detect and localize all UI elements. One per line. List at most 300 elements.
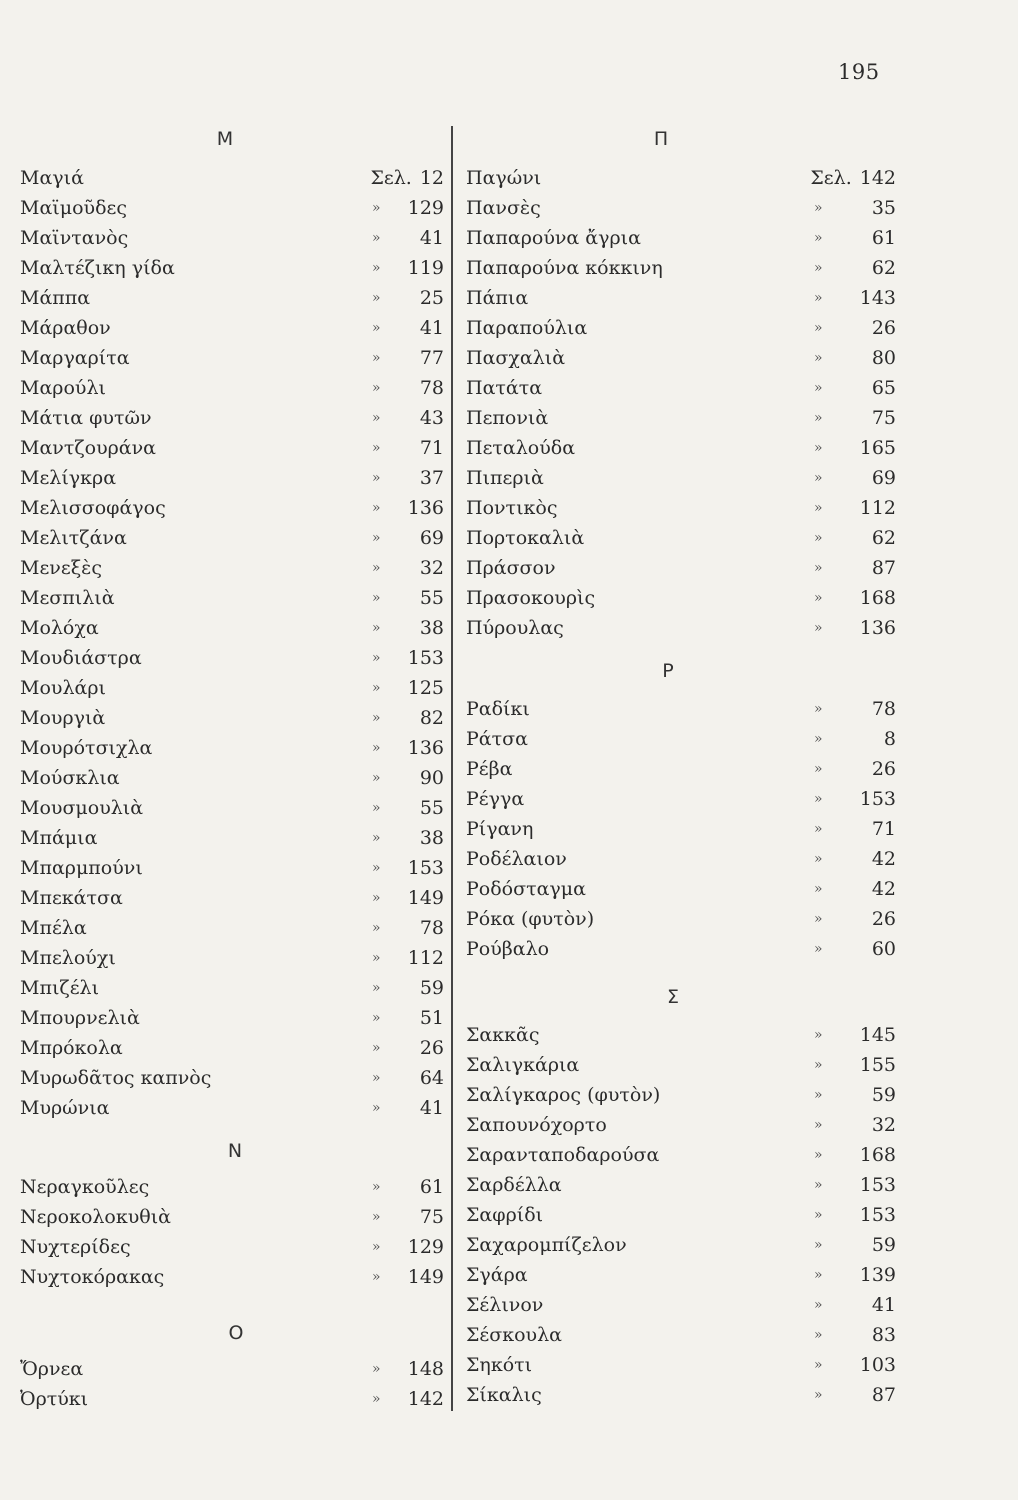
index-entry bbox=[20, 1033, 444, 1063]
entry-page-number bbox=[420, 223, 444, 253]
entry-page-number bbox=[860, 1170, 896, 1200]
index-entry bbox=[466, 934, 896, 964]
entry-name: Μελιτζάνα bbox=[20, 527, 127, 549]
page-prefix: Σελ. bbox=[370, 167, 412, 189]
page-value: 69 bbox=[871, 467, 896, 489]
entry-name: Πιπεριὰ bbox=[466, 467, 544, 489]
entry-page-number bbox=[420, 1093, 444, 1123]
entry-page-number bbox=[408, 673, 444, 703]
page-value: 143 bbox=[859, 287, 896, 309]
ditto-mark: » bbox=[814, 1087, 823, 1103]
entry-page-number bbox=[872, 193, 896, 223]
index-entry bbox=[466, 613, 896, 643]
index-entry bbox=[20, 853, 444, 883]
page-value: 64 bbox=[419, 1067, 444, 1089]
page-value: 71 bbox=[419, 437, 444, 459]
page-value: 119 bbox=[407, 257, 444, 279]
entry-name: Σαφρίδι bbox=[466, 1204, 544, 1226]
page-value: 139 bbox=[859, 1264, 896, 1286]
index-entry bbox=[20, 1063, 444, 1093]
page-value: 75 bbox=[419, 1206, 444, 1228]
index-entry bbox=[20, 433, 444, 463]
ditto-mark: » bbox=[814, 500, 823, 516]
index-entry bbox=[466, 523, 896, 553]
page-value: 8 bbox=[883, 728, 896, 750]
index-entry bbox=[466, 463, 896, 493]
entry-name: Μπιζέλι bbox=[20, 977, 100, 999]
page-value: 112 bbox=[859, 497, 896, 519]
section-letter: N bbox=[227, 1140, 243, 1162]
ditto-mark: » bbox=[372, 860, 381, 876]
ditto-mark: » bbox=[372, 1010, 381, 1026]
index-entry bbox=[20, 733, 444, 763]
index-entry bbox=[466, 1230, 896, 1260]
ditto-mark: » bbox=[372, 890, 381, 906]
entry-name: Μελισσοφάγος bbox=[20, 497, 166, 519]
entry-page-number bbox=[872, 523, 896, 553]
ditto-mark: » bbox=[372, 1209, 381, 1225]
entry-page-number bbox=[872, 1380, 896, 1410]
page-value: 142 bbox=[859, 167, 896, 189]
entry-name: Ρέγγα bbox=[466, 788, 525, 810]
index-entry bbox=[466, 283, 896, 313]
page-value: 165 bbox=[859, 437, 896, 459]
ditto-mark: » bbox=[372, 920, 381, 936]
entry-page-number bbox=[408, 883, 444, 913]
index-entry bbox=[20, 793, 444, 823]
index-entry bbox=[466, 343, 896, 373]
entry-name: Μουσμουλιὰ bbox=[20, 797, 144, 819]
page-value: 61 bbox=[419, 1176, 444, 1198]
index-entry bbox=[20, 1354, 444, 1384]
entry-name: Μάππα bbox=[20, 287, 91, 309]
ditto-mark: » bbox=[814, 1027, 823, 1043]
ditto-mark: » bbox=[814, 440, 823, 456]
index-entry bbox=[20, 403, 444, 433]
page-value: 51 bbox=[419, 1007, 444, 1029]
index-entry bbox=[466, 724, 896, 754]
entry-page-number bbox=[860, 1200, 896, 1230]
entry-name: Μπουρνελιὰ bbox=[20, 1007, 140, 1029]
page-value: 12 bbox=[419, 167, 444, 189]
page-value: 82 bbox=[419, 707, 444, 729]
ditto-mark: » bbox=[372, 1361, 381, 1377]
entry-page-number bbox=[860, 1050, 896, 1080]
entry-page-number bbox=[860, 1020, 896, 1050]
ditto-mark: » bbox=[372, 1391, 381, 1407]
page-value: 153 bbox=[407, 647, 444, 669]
ditto-mark: » bbox=[814, 791, 823, 807]
page-value: 32 bbox=[871, 1114, 896, 1136]
entry-name: Μελίγκρα bbox=[20, 467, 117, 489]
index-entry bbox=[466, 1350, 896, 1380]
page-value: 87 bbox=[871, 557, 896, 579]
page-value: 83 bbox=[871, 1324, 896, 1346]
page-value: 26 bbox=[871, 908, 896, 930]
index-entry bbox=[466, 553, 896, 583]
entry-name: Ροδέλαιον bbox=[466, 848, 567, 870]
index-entry bbox=[20, 373, 444, 403]
entry-page-number bbox=[872, 1080, 896, 1110]
entry-page-number bbox=[872, 844, 896, 874]
ditto-mark: » bbox=[814, 821, 823, 837]
index-entry bbox=[20, 913, 444, 943]
index-entry bbox=[466, 754, 896, 784]
ditto-mark: » bbox=[372, 650, 381, 666]
ditto-mark: » bbox=[814, 410, 823, 426]
page-value: 129 bbox=[407, 1236, 444, 1258]
ditto-mark: » bbox=[372, 980, 381, 996]
entry-name: Μαλτέζικη γίδα bbox=[20, 257, 175, 279]
section-letter: O bbox=[228, 1322, 244, 1344]
page-value: 78 bbox=[871, 698, 896, 720]
entry-name: Σαρδέλλα bbox=[466, 1174, 562, 1196]
ditto-mark: » bbox=[372, 500, 381, 516]
index-entry bbox=[466, 844, 896, 874]
page-value: 55 bbox=[419, 587, 444, 609]
page-value: 75 bbox=[871, 407, 896, 429]
entry-name: Σέλινον bbox=[466, 1294, 544, 1316]
entry-page-number bbox=[860, 613, 896, 643]
index-entry bbox=[466, 1080, 896, 1110]
entry-name: Παγώνι bbox=[466, 167, 542, 189]
index-entry bbox=[20, 193, 444, 223]
page-prefix: Σελ. bbox=[810, 167, 852, 189]
page-value: 78 bbox=[419, 917, 444, 939]
index-entry bbox=[466, 904, 896, 934]
section-letter: Σ bbox=[666, 986, 679, 1008]
ditto-mark: » bbox=[372, 200, 381, 216]
ditto-mark: » bbox=[814, 560, 823, 576]
index-entry bbox=[20, 1172, 444, 1202]
ditto-mark: » bbox=[814, 731, 823, 747]
entry-page-number bbox=[420, 403, 444, 433]
index-entry bbox=[466, 814, 896, 844]
ditto-mark: » bbox=[372, 620, 381, 636]
index-entry bbox=[20, 643, 444, 673]
ditto-mark: » bbox=[814, 1057, 823, 1073]
ditto-mark: » bbox=[814, 761, 823, 777]
ditto-mark: » bbox=[814, 1237, 823, 1253]
entry-name: Πανσὲς bbox=[466, 197, 541, 219]
entry-page-number bbox=[420, 523, 444, 553]
page-value: 112 bbox=[407, 947, 444, 969]
page-value: 125 bbox=[407, 677, 444, 699]
entry-name: Μουδιάστρα bbox=[20, 647, 142, 669]
entry-page-number bbox=[420, 553, 444, 583]
page-value: 153 bbox=[859, 1204, 896, 1226]
section-letter: Π bbox=[653, 128, 669, 150]
page-value: 43 bbox=[419, 407, 444, 429]
page-value: 42 bbox=[871, 878, 896, 900]
ditto-mark: » bbox=[814, 230, 823, 246]
entry-name: Μουργιὰ bbox=[20, 707, 106, 729]
entry-page-number bbox=[884, 724, 896, 754]
entry-name: Σαρανταποδαρούσα bbox=[466, 1144, 660, 1166]
index-entry bbox=[20, 1202, 444, 1232]
page-value: 26 bbox=[871, 317, 896, 339]
section-letter: M bbox=[216, 128, 234, 150]
entry-page-number bbox=[420, 373, 444, 403]
entry-page-number bbox=[420, 1003, 444, 1033]
page-value: 62 bbox=[871, 527, 896, 549]
entry-name: Μαργαρίτα bbox=[20, 347, 130, 369]
entry-page-number bbox=[408, 493, 444, 523]
entry-name: Ρέβα bbox=[466, 758, 513, 780]
ditto-mark: » bbox=[814, 620, 823, 636]
entry-name: Μαντζουράνα bbox=[20, 437, 157, 459]
ditto-mark: » bbox=[372, 1100, 381, 1116]
index-entry bbox=[20, 343, 444, 373]
ditto-mark: » bbox=[372, 1040, 381, 1056]
page-value: 103 bbox=[859, 1354, 896, 1376]
page-value: 136 bbox=[407, 737, 444, 759]
page-value: 62 bbox=[871, 257, 896, 279]
ditto-mark: » bbox=[372, 710, 381, 726]
ditto-mark: » bbox=[814, 941, 823, 957]
ditto-mark: » bbox=[814, 1297, 823, 1313]
entry-page-number bbox=[420, 463, 444, 493]
ditto-mark: » bbox=[372, 470, 381, 486]
entry-name: Σαχαρομπίζελον bbox=[466, 1234, 627, 1256]
entry-page-number bbox=[872, 553, 896, 583]
entry-name: Σακκᾶς bbox=[466, 1024, 540, 1046]
entry-name: Νυχτερίδες bbox=[20, 1236, 131, 1258]
entry-name: Μούσκλια bbox=[20, 767, 120, 789]
entry-page-number bbox=[420, 763, 444, 793]
ditto-mark: » bbox=[372, 770, 381, 786]
index-entry bbox=[466, 163, 896, 193]
entry-name: Μυρώνια bbox=[20, 1097, 110, 1119]
entry-page-number bbox=[420, 823, 444, 853]
page-value: 59 bbox=[871, 1234, 896, 1256]
ditto-mark: » bbox=[372, 1070, 381, 1086]
index-entry bbox=[20, 703, 444, 733]
page-value: 77 bbox=[419, 347, 444, 369]
index-entry bbox=[466, 694, 896, 724]
index-entry bbox=[466, 493, 896, 523]
ditto-mark: » bbox=[372, 230, 381, 246]
ditto-mark: » bbox=[814, 851, 823, 867]
entry-name: Παπαρούνα κόκκινη bbox=[466, 257, 663, 279]
index-entry bbox=[20, 463, 444, 493]
ditto-mark: » bbox=[372, 1239, 381, 1255]
ditto-mark: » bbox=[372, 950, 381, 966]
entry-name: Σαλίγκαρος (φυτὸν) bbox=[466, 1084, 661, 1106]
ditto-mark: » bbox=[814, 260, 823, 276]
index-entry bbox=[466, 1320, 896, 1350]
column-divider bbox=[451, 126, 453, 1411]
index-entry bbox=[20, 1384, 444, 1414]
ditto-mark: » bbox=[814, 1387, 823, 1403]
entry-name: Πορτοκαλιὰ bbox=[466, 527, 585, 549]
entry-page-number bbox=[872, 463, 896, 493]
ditto-mark: » bbox=[814, 1207, 823, 1223]
ditto-mark: » bbox=[372, 380, 381, 396]
entry-name: Ραδίκι bbox=[466, 698, 530, 720]
entry-name: Πασχαλιὰ bbox=[466, 347, 566, 369]
index-entry bbox=[466, 874, 896, 904]
index-entry bbox=[20, 823, 444, 853]
entry-page-number bbox=[408, 1262, 444, 1292]
ditto-mark: » bbox=[372, 350, 381, 366]
entry-page-number bbox=[420, 913, 444, 943]
entry-page-number bbox=[860, 784, 896, 814]
page-value: 129 bbox=[407, 197, 444, 219]
entry-name: Ὄρνεα bbox=[20, 1358, 84, 1380]
index-entry bbox=[466, 313, 896, 343]
page-value: 60 bbox=[871, 938, 896, 960]
entry-page-number bbox=[420, 1063, 444, 1093]
entry-name: Μαρούλι bbox=[20, 377, 106, 399]
entry-name: Σαπουνόχορτο bbox=[466, 1114, 607, 1136]
ditto-mark: » bbox=[814, 380, 823, 396]
index-entry bbox=[466, 403, 896, 433]
ditto-mark: » bbox=[814, 320, 823, 336]
entry-name: Μαϊμοῦδες bbox=[20, 197, 127, 219]
index-entry bbox=[20, 1262, 444, 1292]
entry-page-number bbox=[860, 583, 896, 613]
entry-name: Σηκότι bbox=[466, 1354, 533, 1376]
ditto-mark: » bbox=[814, 290, 823, 306]
page-value: 142 bbox=[407, 1388, 444, 1410]
page-value: 55 bbox=[419, 797, 444, 819]
entry-name: Μπελούχι bbox=[20, 947, 116, 969]
page-value: 149 bbox=[407, 1266, 444, 1288]
entry-name: Μουλάρι bbox=[20, 677, 106, 699]
entry-name: Μεσπιλιὰ bbox=[20, 587, 115, 609]
entry-name: Ράτσα bbox=[466, 728, 528, 750]
entry-page-number bbox=[420, 343, 444, 373]
entry-name: Μπέλα bbox=[20, 917, 87, 939]
page-value: 90 bbox=[419, 767, 444, 789]
entry-name: Μάτια φυτῶν bbox=[20, 407, 152, 429]
entry-page-number bbox=[420, 703, 444, 733]
entry-page-number bbox=[420, 973, 444, 1003]
entry-page-number bbox=[370, 163, 444, 193]
entry-page-number bbox=[860, 493, 896, 523]
entry-page-number bbox=[420, 583, 444, 613]
ditto-mark: » bbox=[372, 830, 381, 846]
ditto-mark: » bbox=[814, 350, 823, 366]
page-value: 145 bbox=[859, 1024, 896, 1046]
page-value: 65 bbox=[871, 377, 896, 399]
page-value: 38 bbox=[419, 827, 444, 849]
entry-name: Μυρωδᾶτος καπνὸς bbox=[20, 1067, 212, 1089]
page-value: 153 bbox=[859, 1174, 896, 1196]
ditto-mark: » bbox=[814, 530, 823, 546]
ditto-mark: » bbox=[814, 200, 823, 216]
entry-page-number bbox=[860, 283, 896, 313]
entry-name: Νεροκολοκυθιὰ bbox=[20, 1206, 172, 1228]
index-entry bbox=[466, 1110, 896, 1140]
page-value: 59 bbox=[419, 977, 444, 999]
page-value: 25 bbox=[419, 287, 444, 309]
index-entry bbox=[466, 1290, 896, 1320]
page-number: 195 bbox=[838, 60, 880, 84]
page-value: 26 bbox=[871, 758, 896, 780]
page-value: 168 bbox=[859, 1144, 896, 1166]
index-entry bbox=[20, 283, 444, 313]
entry-page-number bbox=[860, 1140, 896, 1170]
entry-page-number bbox=[860, 1350, 896, 1380]
page-value: 153 bbox=[859, 788, 896, 810]
ditto-mark: » bbox=[814, 881, 823, 897]
entry-name: Μαϊντανὸς bbox=[20, 227, 129, 249]
page-value: 41 bbox=[419, 317, 444, 339]
entry-page-number bbox=[872, 343, 896, 373]
entry-name: Μάραθον bbox=[20, 317, 111, 339]
page-value: 136 bbox=[859, 617, 896, 639]
entry-page-number bbox=[408, 733, 444, 763]
entry-name: Παπαρούνα ἄγρια bbox=[466, 227, 641, 249]
entry-name: Μπρόκολα bbox=[20, 1037, 123, 1059]
page-value: 168 bbox=[859, 587, 896, 609]
index-entry bbox=[466, 1200, 896, 1230]
page-value: 87 bbox=[871, 1384, 896, 1406]
index-entry bbox=[466, 193, 896, 223]
index-entry bbox=[20, 883, 444, 913]
ditto-mark: » bbox=[372, 740, 381, 756]
index-entry bbox=[466, 223, 896, 253]
ditto-mark: » bbox=[814, 470, 823, 486]
entry-page-number bbox=[872, 403, 896, 433]
entry-page-number bbox=[420, 1033, 444, 1063]
entry-page-number bbox=[872, 313, 896, 343]
entry-name: Παραπούλια bbox=[466, 317, 588, 339]
entry-page-number bbox=[408, 1232, 444, 1262]
index-entry bbox=[20, 673, 444, 703]
entry-page-number bbox=[872, 1110, 896, 1140]
entry-name: Πεπονιὰ bbox=[466, 407, 549, 429]
entry-page-number bbox=[408, 943, 444, 973]
page-value: 59 bbox=[871, 1084, 896, 1106]
entry-name: Μπάμια bbox=[20, 827, 98, 849]
entry-name: Πάπια bbox=[466, 287, 529, 309]
ditto-mark: » bbox=[814, 590, 823, 606]
entry-page-number bbox=[872, 874, 896, 904]
entry-page-number bbox=[872, 223, 896, 253]
entry-page-number bbox=[872, 1230, 896, 1260]
ditto-mark: » bbox=[372, 1179, 381, 1195]
entry-page-number bbox=[420, 313, 444, 343]
index-entry bbox=[20, 1003, 444, 1033]
ditto-mark: » bbox=[372, 800, 381, 816]
entry-page-number bbox=[872, 694, 896, 724]
index-entry bbox=[466, 1140, 896, 1170]
index-entry bbox=[466, 1020, 896, 1050]
page-value: 148 bbox=[407, 1358, 444, 1380]
page-value: 38 bbox=[419, 617, 444, 639]
entry-page-number bbox=[860, 1260, 896, 1290]
entry-name: Μολόχα bbox=[20, 617, 99, 639]
page-value: 80 bbox=[871, 347, 896, 369]
entry-page-number bbox=[810, 163, 896, 193]
entry-page-number bbox=[872, 934, 896, 964]
entry-page-number bbox=[872, 1320, 896, 1350]
index-entry bbox=[20, 523, 444, 553]
entry-page-number bbox=[420, 1202, 444, 1232]
entry-page-number bbox=[872, 253, 896, 283]
index-entry bbox=[20, 553, 444, 583]
index-entry bbox=[20, 1232, 444, 1262]
index-entry bbox=[20, 253, 444, 283]
page-value: 71 bbox=[871, 818, 896, 840]
index-entry bbox=[466, 433, 896, 463]
page-value: 61 bbox=[871, 227, 896, 249]
entry-page-number bbox=[872, 754, 896, 784]
entry-page-number bbox=[408, 643, 444, 673]
